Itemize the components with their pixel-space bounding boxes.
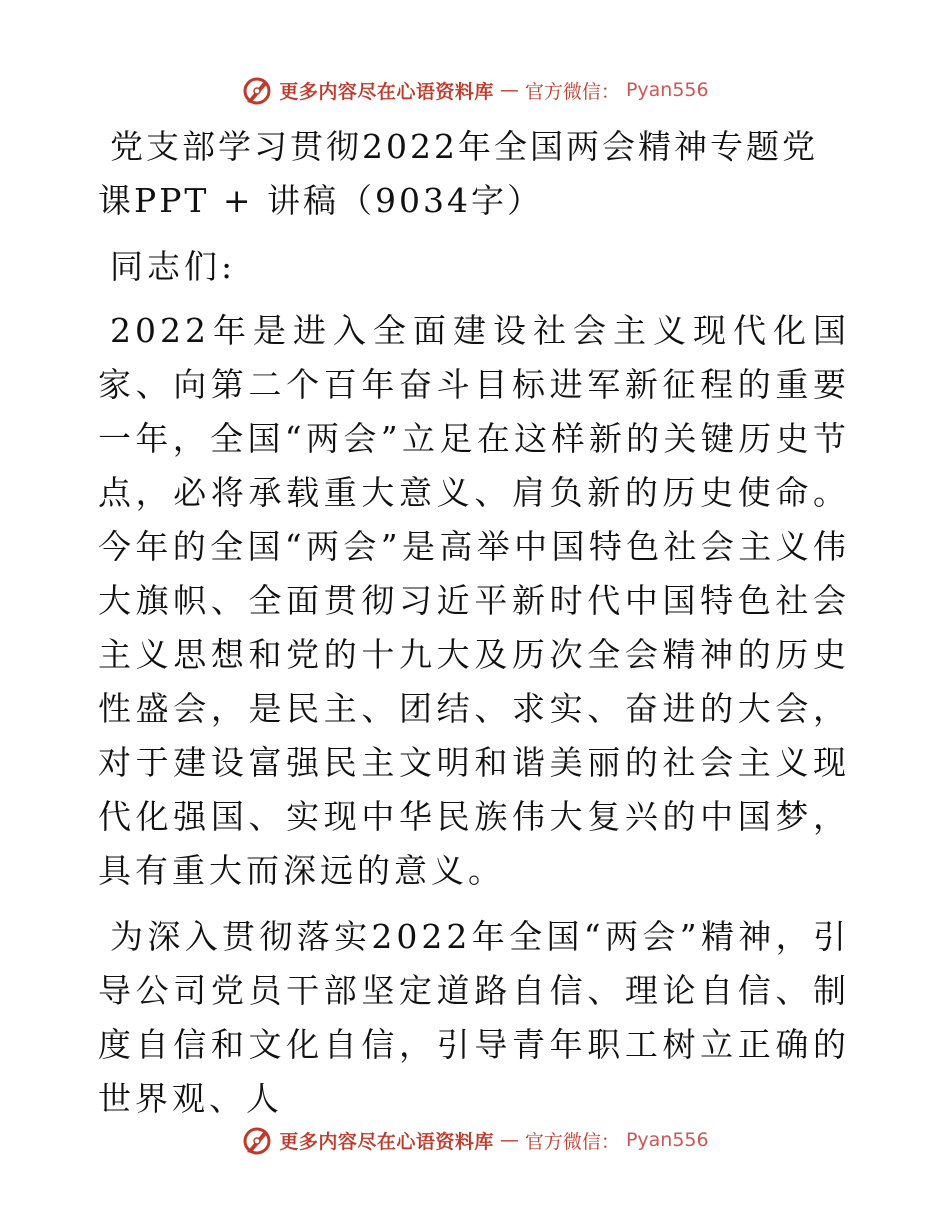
quill-circle-logo-icon [241,74,273,106]
watermark-separator: — [499,79,519,101]
watermark-main-text: 更多内容尽在心语资料库 [279,1130,494,1153]
footer-watermark [0,1122,950,1158]
document-body [98,120,850,1126]
document-title: 党支部学习贯彻2022年全国两会精神专题党课PPT + 讲稿（9034字） [98,127,818,220]
quill-circle-logo-icon [241,1124,273,1156]
salutation: 同志们: [110,247,237,286]
watermark-wechat-id: Pyan556 [625,1129,709,1151]
watermark-wechat-label: 官方微信： [524,1130,620,1153]
header-watermark [0,72,950,108]
watermark-separator: — [499,1129,519,1151]
watermark-wechat-id: Pyan556 [625,79,709,101]
watermark-wechat-label: 官方微信： [524,80,620,103]
watermark-main-text: 更多内容尽在心语资料库 [279,80,494,103]
paragraph-1: 2022年是进入全面建设社会主义现代化国家、向第二个百年奋斗目标进军新征程的重要一年，全国“两会”立足在这样新的关键历史节点，必将承载重大意义、肩负新的历史使命。今年的全国“两会”是高举中国特色社会主义伟大旗帜、全面贯彻习近平新时代中国特色社会主义思想和党的十九大及历次全会精神的历史性盛会，是民主、团结、求实、奋进的大会，对于建设富强民主文明和谐美丽的社会主义现代化强国、实现中华民族伟大复兴的中国梦，具有重大而深远的意义。 [98,311,850,890]
paragraph-2: 为深入贯彻落实2022年全国“两会”精神，引导公司党员干部坚定道路自信、理论自信、制度自信和文化自信，引导青年职工树立正确的世界观、人 [98,917,850,1118]
